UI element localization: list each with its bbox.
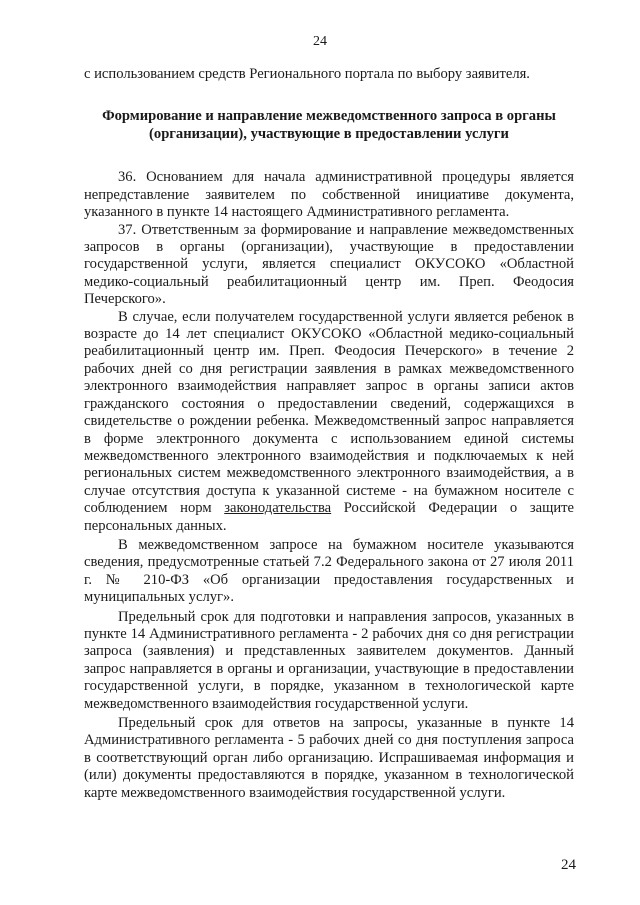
paragraph-36: 36. Основанием для начала административной процедуры является непредставление заявителем по собственной инициативе документа, указанного в пункте 14 настоящего Административного регламента. [84,169,574,221]
paragraph-37: 37. Ответственным за формирование и направление межведомственных запросов в органы (организации), участвующие в предоставлении государственной услуги, является специалист ОКУСОКО «Областной медико-социальный реабилитационный центр им. Преп. Феодосия Печерского». [84,221,574,308]
document-body [84,66,574,802]
underlined-word: законодательства [224,500,332,517]
paragraph-child-request: В случае, если получателем государственной услуги является ребенок в возрасте до 14 лет специалист ОКУСОКО «Областной медико-социальный реабилитационный центр им. Преп. Феодосия Печерского» в течение 2 рабочих дней со дня регистрации заявления в рамках межведомственного электронного взаимодействия направляет запрос в органы записи актов гражданского состояния о предоставлении сведений, содержащихся в свидетельстве о рождении ребенка. Межведомственный запрос направляется в форме электронного документа с использованием единой системы межведомственного электронного взаимодействия и подключаемых к ней региональных систем межведомственного электронного взаимодействия, а в случае отсутствия доступа к указанной системе - на бумажном носителе с соблюдением норм законодательства Российской Федерации о защите персональных данных. [84,308,574,534]
lead-line: с использованием средств Регионального портала по выбору заявителя. [84,66,530,82]
paragraph-request-deadline: Предельный срок для подготовки и направления запросов, указанных в пункте 14 Административного регламента - 2 рабочих дня со дня регистрации запроса (заявления) и представленных заявителем документов. Данный запрос направляется в органы и организации, участвующие в предоставлении государственной услуги, в порядке, указанном в технологической карте межведомственного взаимодействия государственной услуги. [84,608,574,712]
paragraph-response-deadline: Предельный срок для ответов на запросы, указанные в пункте 14 Административного регламента - 5 рабочих дней со дня поступления запроса в соответствующий орган либо организацию. Испрашиваемая информация и (или) документы предоставляются в порядке, указанном в технологической карте межведомственного взаимодействия государственной услуги. [84,715,574,801]
paragraph-paper-request: В межведомственном запросе на бумажном носителе указываются сведения, предусмотренные статьей 7.2 Федерального закона от 27 июля 2011 г. № 210-ФЗ «Об организации предоставления государственных и муниципальных услуг». [84,536,574,606]
section-title: Формирование и направление межведомственного запроса в органы (организации), участвующие в предоставлении услуги [102,108,556,143]
page-number-bottom: 24 [561,857,576,873]
page-number-top: 24 [313,34,327,49]
